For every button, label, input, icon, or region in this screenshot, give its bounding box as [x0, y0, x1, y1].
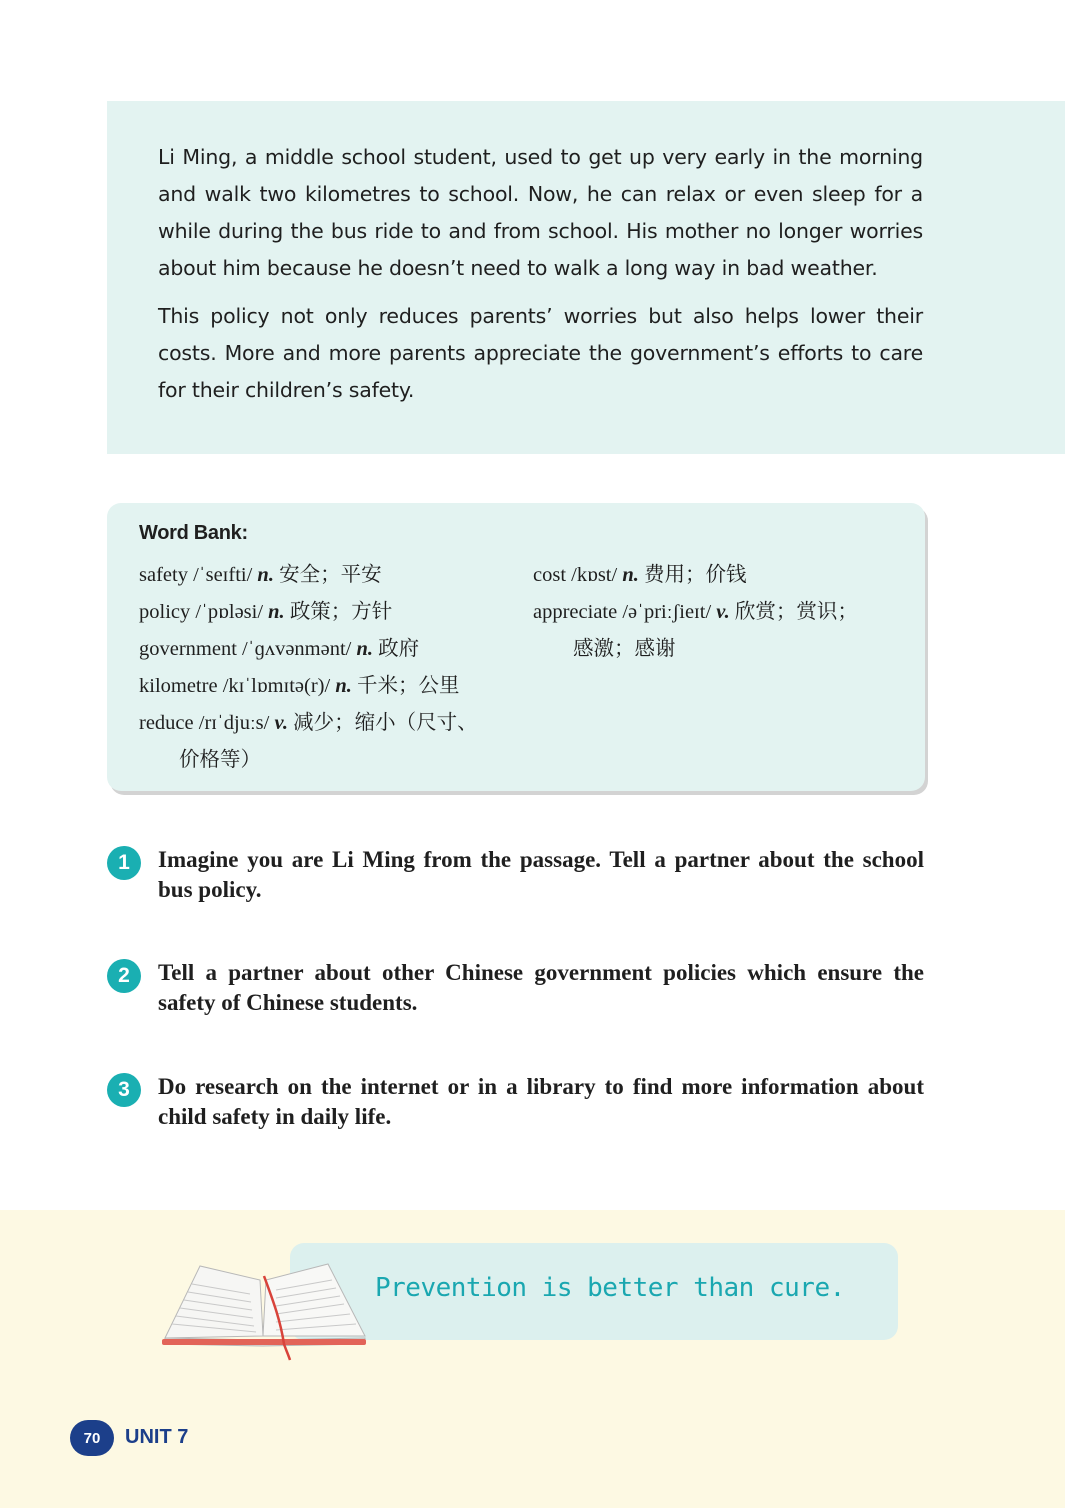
word: reduce	[139, 712, 194, 734]
word-entry	[139, 631, 519, 668]
part-of-speech: v.	[274, 712, 288, 734]
word: safety	[139, 564, 188, 586]
word-entry	[533, 594, 913, 668]
meaning: 安全；平安	[279, 564, 382, 586]
word-bank-left-column	[139, 557, 519, 779]
question-text: Do research on the internet or in a library to find more information about child safety in daily life.	[158, 1074, 924, 1129]
word: kilometre	[139, 675, 218, 697]
word: appreciate	[533, 601, 618, 623]
open-book-icon	[160, 1258, 370, 1363]
unit-label: UNIT 7	[125, 1426, 189, 1448]
part-of-speech: n.	[268, 601, 285, 623]
passage-paragraph-2: This policy not only reduces parents’ worries but also helps lower their costs. More and more parents appreciate the government’s efforts to care for their children’s safety.	[158, 304, 923, 402]
word-entry	[533, 557, 913, 594]
question-text: Tell a partner about other Chinese government policies which ensure the safety of Chinese students.	[158, 960, 924, 1015]
question-text: Imagine you are Li Ming from the passage. Tell a partner about the school bus policy.	[158, 847, 924, 902]
phonetic: /kɒst/	[571, 564, 618, 586]
word-entry	[139, 557, 519, 594]
word-bank	[107, 503, 925, 791]
word: policy	[139, 601, 191, 623]
phonetic: /ˈpɒləsi/	[195, 601, 264, 623]
word-entry	[139, 594, 519, 631]
meaning-continued: 价格等）	[179, 749, 261, 771]
part-of-speech: v.	[716, 601, 730, 623]
word-bank-right-column	[533, 557, 913, 668]
phonetic: /əˈpriːʃieɪt/	[622, 601, 712, 623]
meaning: 减少；缩小（尺寸、	[293, 712, 478, 734]
question-number-badge: 2	[107, 959, 141, 993]
phonetic: /ˈɡʌvənmənt/	[242, 638, 352, 660]
proverb-box	[290, 1243, 898, 1340]
phonetic: /kɪˈlɒmɪtə(r)/	[222, 675, 331, 697]
part-of-speech: n.	[257, 564, 274, 586]
word: government	[139, 638, 237, 660]
question-number-badge: 1	[107, 846, 141, 880]
word-bank-title: Word Bank:	[139, 522, 248, 544]
meaning: 费用；价钱	[643, 564, 747, 586]
word-entry	[139, 668, 519, 705]
page-number-badge: 70	[70, 1420, 114, 1456]
part-of-speech: n.	[356, 638, 374, 660]
question-number-badge: 3	[107, 1073, 141, 1107]
phonetic: /ˈseɪfti/	[193, 564, 253, 586]
word: cost	[533, 564, 567, 586]
meaning: 欣赏；赏识；	[734, 601, 858, 623]
reading-passage	[107, 101, 1065, 454]
proverb-text: Prevention is better than cure.	[375, 1273, 845, 1303]
passage-paragraph-1: Li Ming, a middle school student, used to get up very early in the morning and walk two kilometres to school. Now, he can relax or even sleep for a while during the bus ride to and from school. His mother no longer worries about him because he doesn’t need to walk a long way in bad weather.	[158, 145, 923, 280]
meaning: 政府	[378, 638, 420, 660]
meaning-continued: 感激；感谢	[573, 638, 676, 660]
phonetic: /rɪˈdjuːs/	[198, 712, 270, 734]
word-entry	[139, 705, 519, 779]
part-of-speech: n.	[622, 564, 639, 586]
part-of-speech: n.	[335, 675, 352, 697]
meaning: 政策；方针	[289, 601, 393, 623]
meaning: 千米；公里	[356, 675, 460, 697]
